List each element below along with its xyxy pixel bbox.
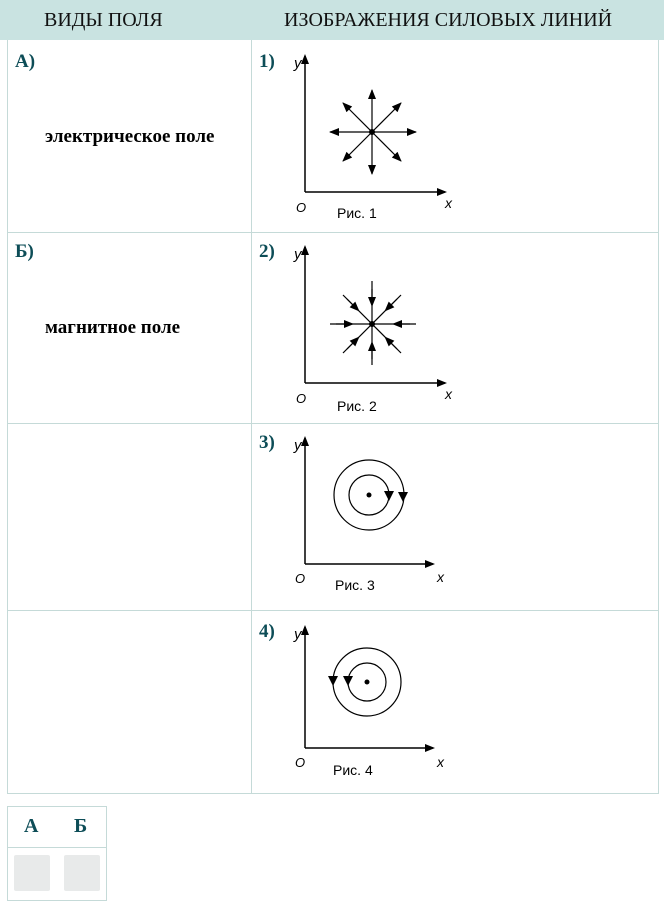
answer-input-a[interactable] — [14, 855, 50, 891]
answer-divider — [8, 847, 106, 848]
y-axis-arrow-icon — [301, 436, 309, 446]
figure-2-diagram — [285, 241, 465, 421]
answer-input-b[interactable] — [64, 855, 100, 891]
x-axis-label: x — [437, 569, 444, 585]
table-header — [0, 0, 664, 40]
y-axis-label: y — [294, 626, 302, 643]
y-axis-label: y — [294, 246, 302, 263]
answer-header-a: А — [24, 815, 39, 837]
y-axis-label: y — [294, 437, 302, 454]
field-name-b: магнитное поле — [45, 317, 181, 338]
figure-number-4: 4) — [259, 621, 275, 642]
y-axis-label: y — [294, 55, 302, 72]
header-field-lines: ИЗОБРАЖЕНИЯ СИЛОВЫХ ЛИНИЙ — [284, 9, 613, 31]
answer-header-b: Б — [74, 815, 88, 837]
field-lines-circles — [334, 460, 408, 530]
origin-label: O — [296, 200, 307, 215]
charge-point — [369, 321, 375, 327]
header-field-types: ВИДЫ ПОЛЯ — [44, 9, 163, 31]
charge-point — [369, 129, 375, 135]
y-axis-arrow-icon — [301, 54, 309, 64]
field-letter-a: А) — [15, 51, 36, 72]
field-name-a: электрическое поле — [45, 126, 215, 147]
figure-2-caption: Рис. 2 — [337, 398, 377, 414]
figure-4-diagram — [285, 621, 465, 791]
figure-1-caption: Рис. 1 — [337, 205, 377, 221]
origin-label: O — [295, 755, 306, 770]
row-divider — [7, 423, 659, 424]
arrow-down-icon — [384, 491, 394, 501]
x-axis-label: x — [445, 195, 452, 211]
table-border-left — [7, 40, 8, 794]
row-divider — [7, 610, 659, 611]
figure-number-1: 1) — [259, 51, 275, 72]
figure-3-caption: Рис. 3 — [335, 577, 375, 593]
y-axis-arrow-icon — [301, 625, 309, 635]
arrow-down-icon — [328, 676, 338, 686]
figure-1-diagram — [285, 50, 465, 230]
figure-4-caption: Рис. 4 — [333, 762, 373, 778]
answer-table — [7, 806, 107, 901]
figure-number-2: 2) — [259, 241, 275, 262]
arrow-down-icon — [398, 492, 408, 502]
x-axis-arrow-icon — [425, 560, 435, 568]
arrow-down-icon — [343, 676, 353, 686]
row-divider — [7, 232, 659, 233]
field-lines-circles — [328, 648, 401, 716]
table-border-bottom — [7, 793, 659, 794]
table-column-divider — [251, 40, 252, 794]
field-letter-b: Б) — [15, 241, 34, 262]
table-border-right — [658, 40, 659, 794]
origin-label: O — [296, 391, 307, 406]
x-axis-label: x — [437, 754, 444, 770]
x-axis-label: x — [445, 386, 452, 402]
y-axis-arrow-icon — [301, 245, 309, 255]
figure-3-diagram — [285, 432, 465, 602]
figure-number-3: 3) — [259, 432, 275, 453]
origin-label: O — [295, 571, 306, 586]
x-axis-arrow-icon — [425, 744, 435, 752]
